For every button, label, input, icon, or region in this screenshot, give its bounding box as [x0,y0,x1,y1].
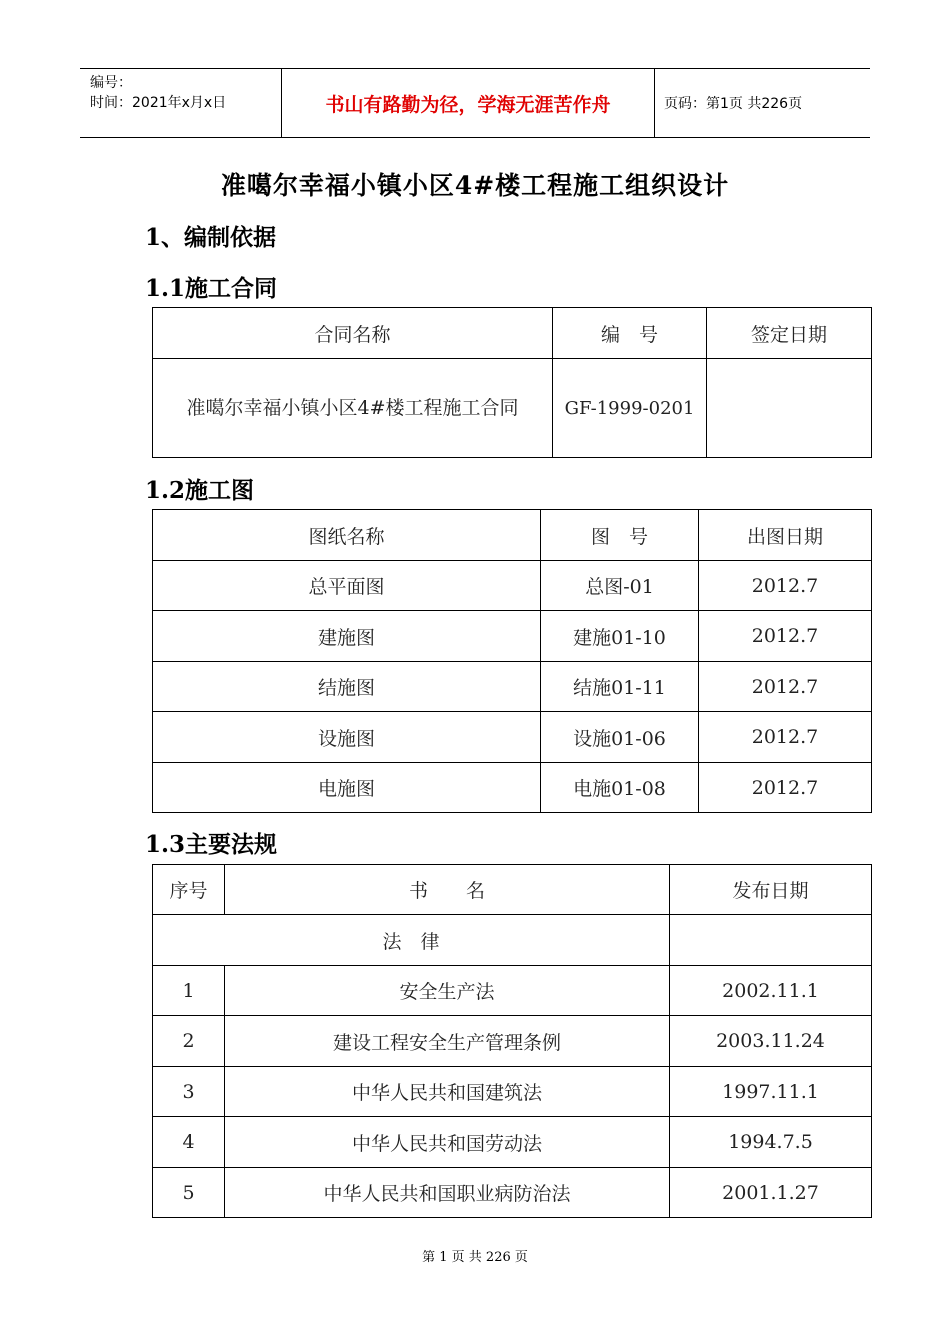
section-1-2-heading: 1.2施工图 [145,477,255,504]
date-cell: 2002.11.1 [670,966,872,1016]
title-cell: 安全生产法 [225,966,670,1016]
drawing-number-cell: 结施01-11 [541,662,699,712]
date-cell: 1997.11.1 [670,1067,872,1117]
section-1-heading: 1、编制依据 [145,224,277,251]
date-cell: 1994.7.5 [670,1117,872,1168]
table-row [153,1117,872,1168]
table-row [153,1067,872,1117]
drawing-date-cell: 2012.7 [699,611,872,662]
header-motto: 书山有路勤为径，学海无涯苦作舟 [281,69,655,137]
time-label: 时间：2021年x月x日 [90,95,227,111]
header-cell: 发布日期 [670,865,872,915]
header-cell: 书 名 [225,865,670,915]
doc-title: 准噶尔幸福小镇小区4#楼工程施工组织设计 [220,171,730,200]
group-label-cell: 法 律 [153,915,670,966]
drawing-number-cell: 总图-01 [541,561,699,611]
header-cell: 编 号 [553,308,707,359]
drawing-name-cell: 结施图 [153,662,541,712]
empty-cell [670,915,872,966]
table-row [153,561,872,611]
header-cell: 合同名称 [153,308,553,359]
drawing-date-cell: 2012.7 [699,662,872,712]
header-cell: 序号 [153,865,225,915]
date-cell: 2003.11.24 [670,1016,872,1067]
section-1-1-heading: 1.1施工合同 [145,275,278,302]
table-row [153,1016,872,1067]
index-cell: 2 [153,1016,225,1067]
contract-date-cell [707,359,872,458]
contract-number-cell: GF-1999-0201 [553,359,707,458]
drawing-date-cell: 2012.7 [699,763,872,813]
table-row [153,763,872,813]
section-1-3-heading: 1.3主要法规 [145,831,278,858]
drawing-name-cell: 建施图 [153,611,541,662]
header-cell: 签定日期 [707,308,872,359]
table-row [153,611,872,662]
drawings-table [152,509,872,813]
table-row [153,712,872,763]
title-cell: 中华人民共和国职业病防治法 [225,1168,670,1218]
table-row [153,1168,872,1218]
drawing-number-cell: 电施01-08 [541,763,699,813]
header-cell: 图纸名称 [153,510,541,561]
table-header-row [153,865,872,915]
drawing-number-cell: 设施01-06 [541,712,699,763]
drawing-name-cell: 电施图 [153,763,541,813]
index-cell: 1 [153,966,225,1016]
drawing-number-cell: 建施01-10 [541,611,699,662]
regulations-table [152,864,872,1218]
drawing-date-cell: 2012.7 [699,712,872,763]
header-cell: 图 号 [541,510,699,561]
table-row [153,662,872,712]
index-cell: 4 [153,1117,225,1168]
table-row [153,359,872,458]
index-cell: 5 [153,1168,225,1218]
contract-table [152,307,872,458]
index-cell: 3 [153,1067,225,1117]
page-footer: 第 1 页 共 226 页 [422,1250,528,1265]
contract-name-cell: 准噶尔幸福小镇小区4#楼工程施工合同 [153,359,553,458]
page-header [80,68,870,138]
table-header-row [153,510,872,561]
header-meta [90,73,280,113]
header-cell: 出图日期 [699,510,872,561]
drawing-date-cell: 2012.7 [699,561,872,611]
header-page-info: 页码：第1页 共226页 [664,96,803,112]
code-label: 编号： [90,75,132,91]
table-group-row [153,915,872,966]
drawing-name-cell: 总平面图 [153,561,541,611]
title-cell: 中华人民共和国建筑法 [225,1067,670,1117]
title-cell: 中华人民共和国劳动法 [225,1117,670,1168]
table-row [153,966,872,1016]
drawing-name-cell: 设施图 [153,712,541,763]
table-header-row [153,308,872,359]
title-cell: 建设工程安全生产管理条例 [225,1016,670,1067]
date-cell: 2001.1.27 [670,1168,872,1218]
